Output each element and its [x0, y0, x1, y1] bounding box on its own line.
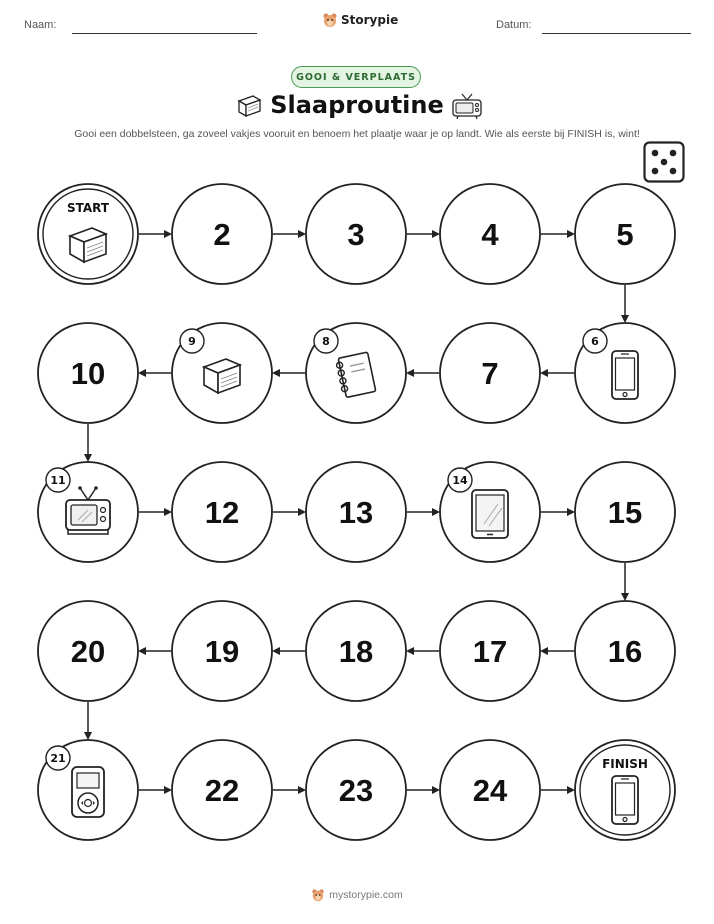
start-space[interactable]: [38, 184, 138, 284]
board-space-6[interactable]: [575, 323, 675, 423]
date-label: Datum:: [496, 19, 532, 31]
space-number-badge: [180, 329, 204, 353]
board-space-3[interactable]: [306, 184, 406, 284]
space-number: 21: [50, 752, 66, 765]
board-space-11[interactable]: [38, 462, 138, 562]
game-type-badge: GOOI & VERPLAATS: [291, 66, 421, 88]
footer-url: mystorypie.com: [329, 889, 403, 901]
board-space-13[interactable]: [306, 462, 406, 562]
space-number: 23: [338, 773, 374, 808]
space-number: 22: [204, 773, 240, 808]
ipod-icon: [72, 767, 104, 817]
board-space-14[interactable]: [440, 462, 540, 562]
brand-name: Storypie: [341, 13, 399, 27]
space-number: 10: [70, 356, 106, 391]
space-number: 17: [472, 634, 508, 669]
space-number: 13: [338, 495, 374, 530]
board-space-4[interactable]: [440, 184, 540, 284]
space-number: 5: [616, 217, 634, 252]
space-number: 2: [213, 217, 231, 252]
bear-mascot-icon: [311, 888, 325, 902]
space-number: 11: [50, 474, 66, 487]
board-space-17[interactable]: [440, 601, 540, 701]
board-space-15[interactable]: [575, 462, 675, 562]
space-number: 16: [607, 634, 643, 669]
space-number: 8: [322, 335, 330, 348]
board-space-20[interactable]: [38, 601, 138, 701]
space-number: 24: [472, 773, 508, 808]
space-label: FINISH: [602, 757, 648, 771]
board-space-8[interactable]: [306, 323, 406, 423]
space-number: 4: [481, 217, 499, 252]
instructions-text: Gooi een dobbelsteen, ga zoveel vakjes vooruit en benoem het plaatje waar je op landt. Wie als eerste bij FINISH is, wint!: [74, 128, 640, 140]
board-space-21[interactable]: [38, 740, 138, 840]
board-space-19[interactable]: [172, 601, 272, 701]
footer: [0, 888, 714, 902]
board-space-10[interactable]: [38, 323, 138, 423]
space-number-badge: [314, 329, 338, 353]
board-space-24[interactable]: [440, 740, 540, 840]
space-number: 19: [204, 634, 240, 669]
smartphone-icon: [612, 776, 638, 824]
board-space-23[interactable]: [306, 740, 406, 840]
tablet-icon: [472, 490, 508, 538]
page-title: Slaaproutine: [270, 91, 444, 119]
space-number-badge: [46, 746, 70, 770]
space-number: 15: [607, 495, 643, 530]
space-number: 12: [204, 495, 240, 530]
board-space-9[interactable]: [172, 323, 272, 423]
space-number-badge: [46, 468, 70, 492]
space-number: 3: [347, 217, 365, 252]
space-number-badge: [448, 468, 472, 492]
finish-space[interactable]: [575, 740, 675, 840]
space-number: 7: [481, 356, 499, 391]
space-label: START: [66, 201, 110, 215]
board-space-7[interactable]: [440, 323, 540, 423]
board-space-12[interactable]: [172, 462, 272, 562]
space-number: 9: [188, 335, 196, 348]
name-label: Naam:: [24, 19, 57, 31]
board-space-2[interactable]: [172, 184, 272, 284]
space-number: 14: [452, 474, 468, 487]
board-space-16[interactable]: [575, 601, 675, 701]
board-space-18[interactable]: [306, 601, 406, 701]
board-space-5[interactable]: [575, 184, 675, 284]
space-number: 20: [70, 634, 106, 669]
space-number-badge: [583, 329, 607, 353]
board-space-22[interactable]: [172, 740, 272, 840]
space-number: 6: [591, 335, 599, 348]
space-number: 18: [338, 634, 374, 669]
smartphone-icon: [612, 351, 638, 399]
